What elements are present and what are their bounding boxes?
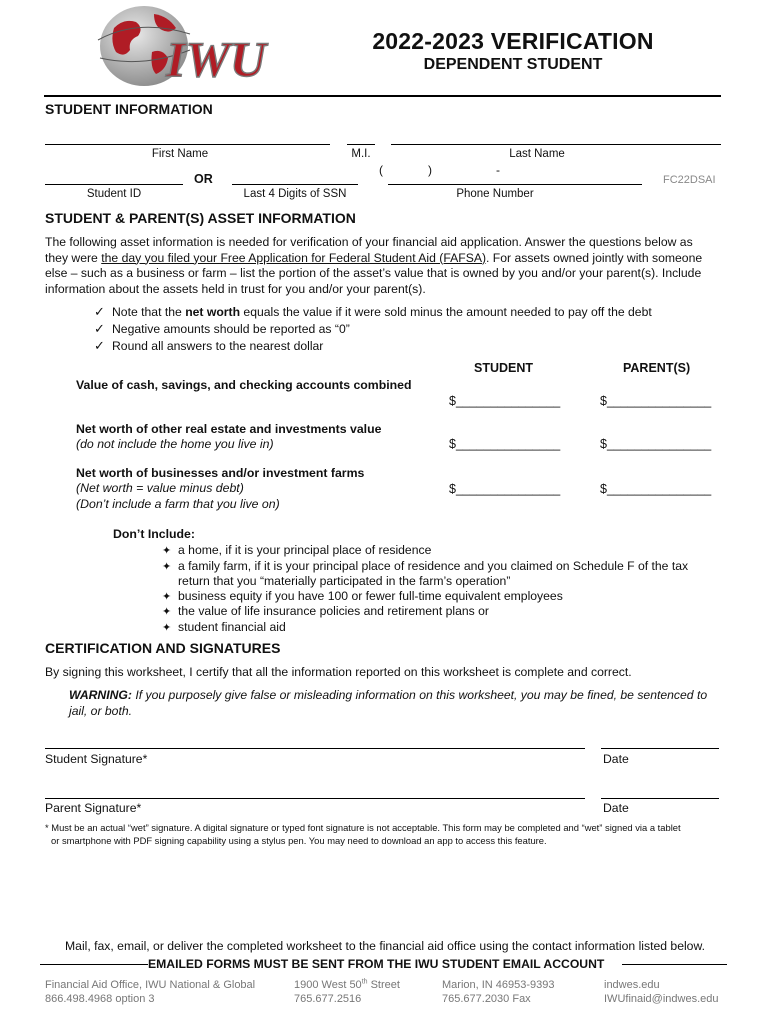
business-parent-field[interactable]: $_______________ (600, 482, 712, 496)
dont-include-heading: Don’t Include: (113, 527, 195, 541)
star-icon: ✦ (162, 545, 172, 557)
list-item: ✦ business equity if you have 100 or fewer full-time equivalent employees (162, 588, 563, 603)
footer-rule-right (622, 964, 727, 965)
iwu-logo (92, 0, 278, 92)
first-name-field[interactable] (45, 144, 330, 145)
footer-office: Financial Aid Office, IWU National & Global 866.498.4968 option 3 (45, 979, 256, 1005)
student-date-label: Date (603, 752, 629, 766)
list-item: return that you “materially participated in the farm’s operation” (178, 574, 511, 588)
or-text: OR (194, 172, 213, 186)
q-business-note-2: (Don’t include a farm that you live on) (76, 497, 280, 511)
last-name-field[interactable] (391, 144, 721, 145)
phone-label: Phone Number (456, 188, 534, 200)
real-estate-parent-field[interactable]: $_______________ (600, 437, 712, 451)
check-icon: ✓ (94, 304, 105, 319)
parent-signature-line[interactable] (45, 798, 585, 799)
student-id-label: Student ID (86, 188, 142, 200)
form-code: FC22DSAI (663, 174, 716, 186)
q-business: Net worth of businesses and/or investment farms (76, 466, 365, 480)
footer-contact (604, 978, 719, 1006)
list-item: ✦ a home, if it is your principal place of residence (162, 543, 432, 557)
note-negative: ✓ Negative amounts should be reported as “0” (94, 321, 350, 336)
check-icon: ✓ (94, 321, 105, 336)
star-icon: ✦ (162, 606, 172, 618)
footer-city: Marion, IN 46953-9393 765.677.2030 Fax (442, 979, 555, 1005)
list-item: ✦ a family farm, if it is your principal place of residence and you claimed on Schedule F of the tax (162, 558, 689, 573)
asset-info-heading: STUDENT & PARENT(S) ASSET INFORMATION (45, 210, 356, 226)
parent-date-line[interactable] (601, 798, 719, 799)
student-info-heading: STUDENT INFORMATION (45, 101, 213, 117)
warning-text: WARNING: If you purposely give false or misleading information on this worksheet, you may be fined, be sentenced to jail, or both. (69, 688, 708, 718)
website-link[interactable]: indwes.edu (604, 979, 660, 991)
real-estate-student-field[interactable]: $_______________ (449, 437, 561, 451)
star-icon: ✦ (162, 621, 172, 634)
page-subtitle: DEPENDENT STUDENT (423, 56, 603, 73)
q-cash: Value of cash, savings, and checking accounts combined (76, 378, 412, 392)
col-parents-header: PARENT(S) (623, 361, 691, 375)
list-item: ✦ student financial aid (162, 619, 286, 634)
q-real-estate-note: (do not include the home you live in) (76, 437, 274, 451)
q-real-estate: Net worth of other real estate and investments value (76, 422, 382, 436)
cash-student-field[interactable]: $_______________ (449, 394, 561, 408)
phone-close-paren: ) (428, 163, 432, 177)
parent-signature-label: Parent Signature* (45, 801, 142, 815)
certification-statement: By signing this worksheet, I certify that all the information reported on this worksheet is complete and correct. (45, 665, 632, 679)
ssn-field[interactable] (232, 184, 358, 185)
note-net-worth: ✓ Note that the net worth equals the value if it were sold minus the amount needed to pay off the debt (94, 304, 652, 319)
ssn-label: Last 4 Digits of SSN (243, 188, 347, 200)
signature-footnote: * Must be an actual “wet” signature. A digital signature or typed font signature is not acceptable. This form may be completed and “wet” signed via a tablet or smartphone with PDF signing capability using a stylus pen. You may need to download an app to access this feature. (45, 822, 681, 846)
mail-instructions: Mail, fax, email, or deliver the completed worksheet to the financial aid office using the contact information listed below. (65, 939, 705, 953)
business-student-field[interactable]: $_______________ (449, 482, 561, 496)
phone-field[interactable] (388, 184, 642, 185)
parent-date-label: Date (603, 801, 629, 815)
star-icon: ✦ (162, 560, 172, 573)
footer-address: 1900 West 50th Street 765.677.2516 (294, 978, 400, 1005)
q-business-note-1: (Net worth = value minus debt) (76, 481, 244, 495)
star-icon: ✦ (162, 590, 172, 603)
asset-intro: The following asset information is needed for verification of your financial aid application. Answer the questions below as they were the day you filed your Free Application for Federal Student Aid (FAFSA). For assets owned jointly with someone else – such as a business or farm – list the portion of the asset’s value that is owned by you and/or your parent(s). Include information about the assets held in trust for you and/or your parent(s). (45, 235, 703, 296)
col-student-header: STUDENT (474, 361, 534, 375)
warning-label: WARNING: (69, 688, 132, 702)
email-link[interactable]: IWUfinaid@indwes.edu (604, 993, 719, 1005)
mi-label: M.I. (351, 148, 371, 160)
phone-dash: - (496, 163, 500, 177)
page-title: 2022-2023 VERIFICATION (372, 28, 654, 54)
logo-lettering: IWU (165, 31, 267, 87)
fafsa-underline: the day you filed your Free Application for Federal Student Aid (FAFSA) (101, 250, 487, 265)
footer-rule-left (40, 964, 148, 965)
note-round: ✓ Round all answers to the nearest dollar (94, 338, 324, 353)
certification-heading: CERTIFICATION AND SIGNATURES (45, 640, 281, 656)
last-name-label: Last Name (509, 148, 565, 160)
email-requirement: EMAILED FORMS MUST BE SENT FROM THE IWU STUDENT EMAIL ACCOUNT (148, 957, 605, 971)
cash-parent-field[interactable]: $_______________ (600, 394, 712, 408)
student-date-line[interactable] (601, 748, 719, 749)
check-icon: ✓ (94, 338, 105, 353)
student-id-field[interactable] (45, 184, 183, 185)
phone-open-paren: ( (379, 163, 383, 177)
student-signature-label: Student Signature* (45, 752, 148, 766)
list-item: ✦ the value of life insurance policies and retirement plans or (162, 604, 489, 618)
mi-field[interactable] (347, 144, 375, 145)
first-name-label: First Name (151, 148, 209, 160)
dont-include-list (162, 543, 742, 635)
student-signature-line[interactable] (45, 748, 585, 749)
header-divider (44, 95, 721, 97)
